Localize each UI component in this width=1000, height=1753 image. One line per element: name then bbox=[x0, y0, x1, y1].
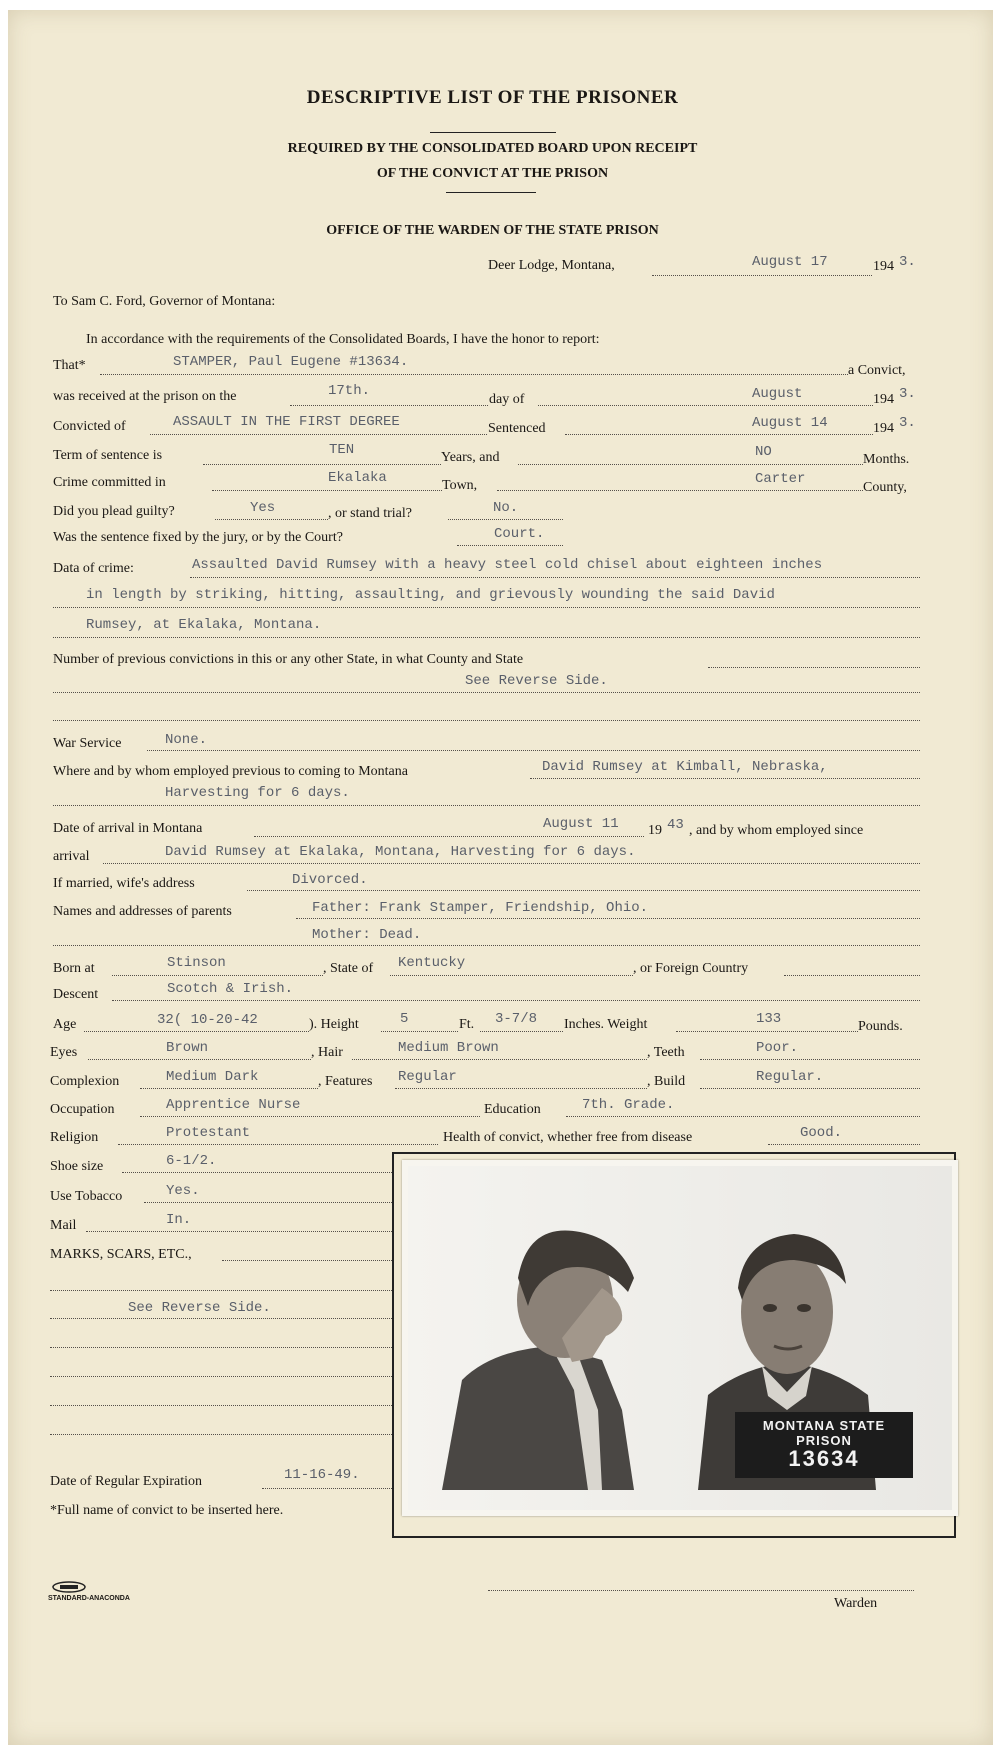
title-rule bbox=[430, 132, 556, 133]
teeth-label: , Teeth bbox=[647, 1045, 685, 1060]
descent-value: Scotch & Irish. bbox=[167, 981, 294, 997]
shoe-dots bbox=[122, 1172, 394, 1173]
employed-prev-dots-2 bbox=[53, 805, 920, 806]
arrival-year: 43 bbox=[667, 817, 684, 833]
build-label: , Build bbox=[647, 1074, 686, 1089]
plate-line-2: PRISON bbox=[796, 1433, 852, 1448]
plead-label: Did you plead guilty? bbox=[53, 504, 175, 519]
received-day-dots bbox=[290, 405, 488, 406]
footnote: *Full name of convict to be inserted here. bbox=[50, 1503, 284, 1518]
intro-text: In accordance with the requirements of the Consolidated Boards, I have the honor to report: bbox=[86, 332, 600, 347]
previous-dots-2 bbox=[53, 692, 920, 693]
county-label: County, bbox=[863, 480, 907, 495]
hair-dots bbox=[352, 1059, 647, 1060]
state-of-label: , State of bbox=[323, 961, 374, 976]
county-dots bbox=[497, 490, 863, 491]
hair-label: , Hair bbox=[311, 1045, 343, 1060]
document-title: DESCRIPTIVE LIST OF THE PRISONER bbox=[306, 87, 679, 108]
marks-dots-7 bbox=[50, 1434, 394, 1435]
war-label: War Service bbox=[53, 736, 122, 751]
features-label: , Features bbox=[318, 1074, 373, 1089]
wife-value: Divorced. bbox=[292, 872, 368, 888]
religion-value: Protestant bbox=[166, 1125, 251, 1141]
warden-signature-line bbox=[488, 1590, 914, 1591]
plead-value: Yes bbox=[250, 500, 276, 516]
crime-dots-1 bbox=[190, 577, 920, 578]
complexion-dots bbox=[140, 1088, 318, 1089]
mail-value: In. bbox=[166, 1212, 192, 1228]
plate-number: 13634 bbox=[788, 1446, 860, 1471]
religion-label: Religion bbox=[50, 1130, 99, 1145]
age-label: Age bbox=[53, 1017, 77, 1032]
plate-line-1: MONTANA STATE bbox=[762, 1418, 886, 1433]
place-label: Deer Lodge, Montana, bbox=[488, 258, 615, 273]
marks-value: See Reverse Side. bbox=[128, 1300, 271, 1316]
employed-prev-dots-1 bbox=[530, 778, 920, 779]
marks-dots-1 bbox=[222, 1260, 394, 1261]
wife-label: If married, wife's address bbox=[53, 876, 195, 891]
term-years: TEN bbox=[329, 442, 355, 458]
expiration-label: Date of Regular Expiration bbox=[50, 1474, 203, 1489]
age-dots bbox=[84, 1031, 309, 1032]
fixed-by-value: Court. bbox=[494, 526, 545, 542]
previous-label: Number of previous convictions in this or any other State, in what County and State bbox=[53, 652, 524, 667]
sentenced-label: Sentenced bbox=[488, 421, 546, 436]
arrival-date: August 11 bbox=[543, 816, 619, 832]
sentenced-date: August 14 bbox=[752, 415, 828, 431]
employed-since-label: , and by whom employed since bbox=[689, 823, 864, 838]
weight-dots bbox=[676, 1031, 858, 1032]
received-year: 3. bbox=[899, 386, 916, 402]
crime-line-2: in length by striking, hitting, assaulting, and grievously wounding the said David bbox=[86, 587, 775, 603]
trial-dots bbox=[448, 519, 563, 520]
descent-label: Descent bbox=[53, 987, 99, 1002]
education-value: 7th. Grade. bbox=[582, 1097, 675, 1113]
marks-dots-5 bbox=[50, 1376, 394, 1377]
weight-value: 133 bbox=[756, 1011, 782, 1027]
previous-dots-1 bbox=[708, 667, 920, 668]
a-convict-label: a Convict, bbox=[848, 363, 906, 378]
report-date: August 17 bbox=[752, 254, 828, 270]
crime-line-3: Rumsey, at Ekalaka, Montana. bbox=[86, 617, 322, 633]
crime-dots-3 bbox=[53, 637, 920, 638]
trial-value: No. bbox=[493, 500, 519, 516]
day-of-label: day of bbox=[489, 392, 525, 407]
marks-dots-4 bbox=[50, 1347, 394, 1348]
received-day: 17th. bbox=[328, 383, 371, 399]
complexion-label: Complexion bbox=[50, 1074, 120, 1089]
employed-prev-2: Harvesting for 6 days. bbox=[165, 785, 350, 801]
hair-value: Medium Brown bbox=[398, 1040, 499, 1056]
town-label: Town, bbox=[442, 478, 478, 493]
convicted-dots bbox=[150, 434, 487, 435]
occupation-value: Apprentice Nurse bbox=[166, 1097, 301, 1113]
born-at-dots bbox=[112, 975, 323, 976]
parents-label: Names and addresses of parents bbox=[53, 904, 232, 919]
born-at-value: Stinson bbox=[167, 955, 226, 971]
data-of-crime-label: Data of crime: bbox=[53, 561, 134, 576]
mail-label: Mail bbox=[50, 1218, 77, 1233]
ft-label: Ft. bbox=[459, 1017, 475, 1032]
teeth-dots bbox=[700, 1059, 920, 1060]
war-dots bbox=[147, 750, 920, 751]
subtitle-rule bbox=[446, 192, 536, 193]
age-value: 32( 10-20-42 bbox=[157, 1012, 258, 1028]
build-dots bbox=[700, 1088, 920, 1089]
term-years-dots bbox=[203, 464, 441, 465]
arrival-date-label: Date of arrival in Montana bbox=[53, 821, 203, 836]
teeth-value: Poor. bbox=[756, 1040, 799, 1056]
shoe-label: Shoe size bbox=[50, 1159, 104, 1174]
shoe-value: 6-1/2. bbox=[166, 1153, 217, 1169]
term-months: NO bbox=[755, 444, 772, 460]
report-year-prefix: 194 bbox=[873, 259, 894, 274]
health-dots bbox=[768, 1144, 920, 1145]
marks-dots-2 bbox=[50, 1290, 394, 1291]
war-value: None. bbox=[165, 732, 208, 748]
date-dots bbox=[652, 275, 872, 276]
term-label: Term of sentence is bbox=[53, 448, 163, 463]
inches-weight-label: Inches. Weight bbox=[564, 1017, 648, 1032]
state-dots bbox=[390, 975, 633, 976]
marks-dots-3 bbox=[50, 1318, 394, 1319]
warden-label: Warden bbox=[834, 1596, 878, 1611]
term-months-dots bbox=[518, 464, 863, 465]
months-label: Months. bbox=[863, 452, 910, 467]
tobacco-value: Yes. bbox=[166, 1183, 200, 1199]
occupation-dots bbox=[140, 1116, 480, 1117]
sentenced-year: 3. bbox=[899, 415, 916, 431]
father-dots bbox=[296, 918, 920, 919]
name-dots bbox=[100, 374, 848, 375]
report-year-suffix: 3. bbox=[899, 254, 916, 270]
education-label: Education bbox=[484, 1102, 541, 1117]
build-value: Regular. bbox=[756, 1069, 824, 1085]
height-label: ). Height bbox=[309, 1017, 359, 1032]
publisher-emblem-icon bbox=[52, 1581, 86, 1593]
marks-label: MARKS, SCARS, ETC., bbox=[50, 1247, 192, 1262]
convicted-label: Convicted of bbox=[53, 419, 126, 434]
mail-dots bbox=[86, 1231, 394, 1232]
subtitle-line-1: REQUIRED BY THE CONSOLIDATED BOARD UPON RECEIPT bbox=[287, 141, 698, 156]
arrival-year-prefix: 19 bbox=[648, 823, 662, 838]
eyes-value: Brown bbox=[166, 1040, 209, 1056]
health-label: Health of convict, whether free from disease bbox=[443, 1130, 693, 1145]
occupation-label: Occupation bbox=[50, 1102, 115, 1117]
eyes-dots bbox=[88, 1059, 311, 1060]
arrival-label: arrival bbox=[53, 849, 90, 864]
publisher-name: STANDARD-ANACONDA bbox=[48, 1595, 130, 1602]
expiration-dots bbox=[262, 1488, 394, 1489]
foreign-dots bbox=[784, 975, 920, 976]
crime-county: Carter bbox=[755, 471, 806, 487]
arrival-employer: David Rumsey at Ekalaka, Montana, Harvesting for 6 days. bbox=[165, 844, 636, 860]
trial-label: , or stand trial? bbox=[328, 506, 412, 521]
state-value: Kentucky bbox=[398, 955, 466, 971]
mother-dots bbox=[53, 945, 920, 946]
that-label: That* bbox=[53, 358, 86, 373]
crime-line-1: Assaulted David Rumsey with a heavy steel cold chisel about eighteen inches bbox=[192, 557, 823, 573]
eyes-label: Eyes bbox=[50, 1045, 78, 1060]
previous-value: See Reverse Side. bbox=[465, 673, 608, 689]
received-year-prefix: 194 bbox=[873, 392, 894, 407]
sentenced-dots bbox=[565, 434, 873, 435]
years-and-label: Years, and bbox=[441, 450, 500, 465]
received-month-dots bbox=[538, 405, 873, 406]
religion-dots bbox=[118, 1144, 438, 1145]
fixed-by-dots bbox=[457, 545, 563, 546]
office-line: OFFICE OF THE WARDEN OF THE STATE PRISON bbox=[326, 223, 659, 238]
town-dots bbox=[212, 490, 442, 491]
tobacco-dots bbox=[144, 1202, 394, 1203]
convicted-of: ASSAULT IN THE FIRST DEGREE bbox=[173, 414, 400, 430]
employed-prev-1: David Rumsey at Kimball, Nebraska, bbox=[542, 759, 828, 775]
descent-dots bbox=[112, 1000, 920, 1001]
wife-dots bbox=[247, 890, 920, 891]
crime-in-label: Crime committed in bbox=[53, 475, 166, 490]
employed-prev-label: Where and by whom employed previous to coming to Montana bbox=[53, 764, 408, 779]
sentenced-year-prefix: 194 bbox=[873, 421, 894, 436]
convict-name: STAMPER, Paul Eugene #13634. bbox=[173, 354, 409, 370]
fixed-by-label: Was the sentence fixed by the jury, or by the Court? bbox=[53, 530, 343, 545]
salutation: To Sam C. Ford, Governor of Montana: bbox=[53, 294, 276, 309]
education-dots bbox=[566, 1116, 920, 1117]
height-ft-dots bbox=[381, 1031, 458, 1032]
features-value: Regular bbox=[398, 1069, 457, 1085]
born-at-label: Born at bbox=[53, 961, 95, 976]
mother-value: Mother: Dead. bbox=[312, 927, 422, 943]
expiration-value: 11-16-49. bbox=[284, 1467, 360, 1483]
arrival-employer-dots bbox=[103, 863, 920, 864]
crime-town: Ekalaka bbox=[328, 470, 387, 486]
features-dots bbox=[395, 1088, 647, 1089]
arrival-date-dots bbox=[254, 836, 644, 837]
foreign-label: , or Foreign Country bbox=[633, 961, 749, 976]
height-ft: 5 bbox=[400, 1011, 409, 1027]
marks-dots-6 bbox=[50, 1405, 394, 1406]
pounds-label: Pounds. bbox=[858, 1019, 903, 1034]
previous-dots-3 bbox=[53, 720, 920, 721]
height-in: 3-7/8 bbox=[495, 1011, 538, 1027]
complexion-value: Medium Dark bbox=[166, 1069, 259, 1085]
received-label: was received at the prison on the bbox=[53, 389, 237, 404]
height-in-dots bbox=[480, 1031, 563, 1032]
health-value: Good. bbox=[800, 1125, 843, 1141]
crime-dots-2 bbox=[53, 607, 920, 608]
prison-id-plate bbox=[735, 1412, 913, 1478]
received-month: August bbox=[752, 386, 803, 402]
subtitle-line-2: OF THE CONVICT AT THE PRISON bbox=[376, 166, 609, 181]
father-value: Father: Frank Stamper, Friendship, Ohio. bbox=[312, 900, 649, 916]
tobacco-label: Use Tobacco bbox=[50, 1189, 123, 1204]
plead-dots bbox=[215, 519, 328, 520]
